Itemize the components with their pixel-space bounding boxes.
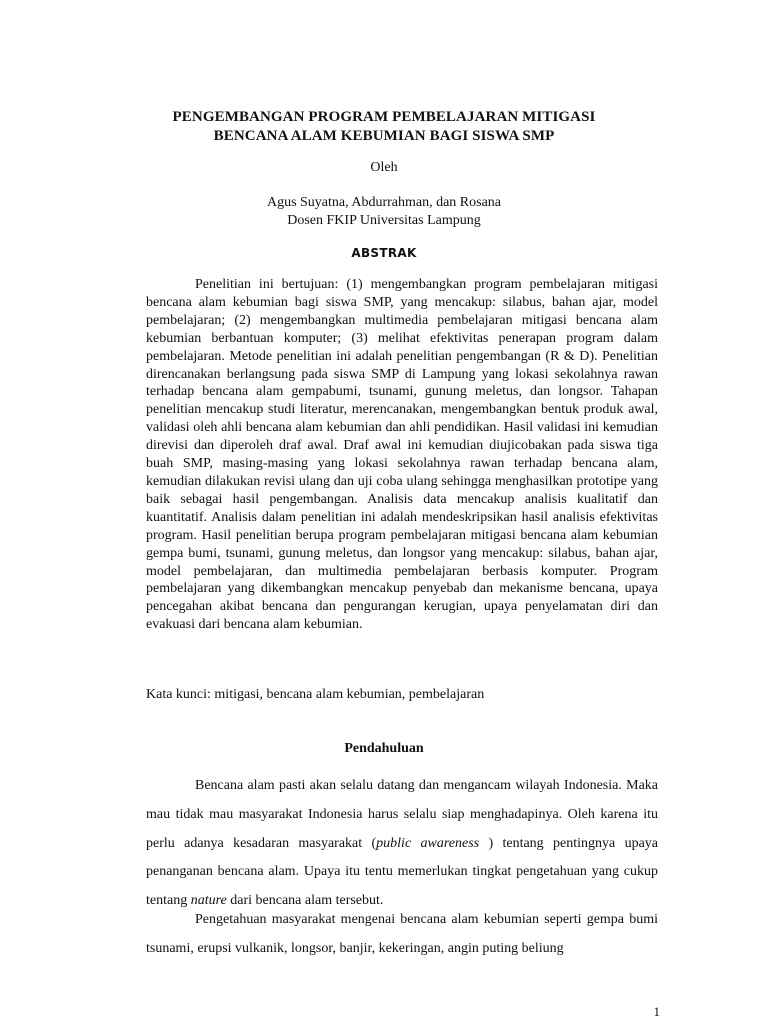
intro-p1-italic-public-awareness: public awareness bbox=[376, 835, 480, 851]
authors: Agus Suyatna, Abdurrahman, dan Rosana bbox=[266, 195, 502, 210]
title-line-2: BENCANA ALAM KEBUMIAN BAGI SISWA SMP bbox=[213, 128, 555, 144]
intro-p1-text-b: ) tentang pentingnya upaya penanganan bencana alam. Upaya itu tentu memerlukan tingkat pengetahuan yang cukup tentang bbox=[146, 835, 658, 909]
paper-title bbox=[110, 108, 658, 146]
abstract-heading: ABSTRAK bbox=[351, 246, 417, 260]
intro-paragraph-1 bbox=[146, 772, 658, 916]
intro-paragraph-2: Pengetahuan masyarakat mengenai bencana alam kebumian seperti gempa bumi tsunami, erupsi vulkanik, longsor, banjir, kekeringan, angin puting beliung bbox=[146, 912, 658, 956]
page-number: 1 bbox=[653, 1004, 660, 1019]
keywords: Kata kunci: mitigasi, bencana alam kebumian, pembelajaran bbox=[146, 687, 485, 702]
section-heading-introduction: Pendahuluan bbox=[344, 741, 424, 756]
intro-p1-text-a: Bencana alam pasti akan selalu datang dan mengancam wilayah Indonesia. Maka mau tidak mau masyarakat Indonesia harus selalu siap menghadapinya. Oleh karena itu perlu adanya kesadaran masyarakat ( bbox=[146, 778, 658, 851]
title-line-1: PENGEMBANGAN PROGRAM PEMBELAJARAN MITIGASI bbox=[172, 109, 596, 125]
affiliation: Dosen FKIP Universitas Lampung bbox=[287, 213, 481, 228]
by-label: Oleh bbox=[370, 160, 398, 175]
abstract-text: Penelitian ini bertujuan: (1) mengembangkan program pembelajaran mitigasi bencana alam kebumian bagi siswa SMP, yang mencakup: silabus, bahan ajar, model pembelajaran; (2) mengembangkan multimedia pembelajaran mitigasi bencana alam kebumian berbantuan komputer; (3) melihat efektivitas penerapan program dalam pembelajaran. Metode penelitian ini adalah penelitian pengembangan (R & D). Penelitian direncanakan berlangsung pada siswa SMP di Lampung yang lokasi sekolahnya rawan terhadap bencana alam gempabumi, tsunami, gunung meletus, dan longsor. Tahapan penelitian mencakup studi literatur, merencanakan, mengembangkan bentuk produk awal, validasi oleh ahli bencana alam kebumian dan ahli pendidikan. Hasil validasi ini kemudian direvisi dan diperoleh draf awal. Draf awal ini kemudian diujicobakan pada siswa tiga buah SMP, masing-masing yang lokasi sekolahnya rawan terhadap bencana alam, kemudian dilakukan revisi ulang dan uji coba ulang sehingga menghasilkan prototipe yang baik sebagai hasil pengembangan. Analisis data mencakup analisis kualitatif dan kuantitatif. Analisis dalam penelitian ini adalah mendeskripsikan hasil analisis efektivitas program. Hasil penelitian berupa program pembelajaran mitigasi bencana alam kebumian gempa bumi, tsunami, gunung meletus, dan longsor yang mencakup: silabus, bahan ajar, model pembelajaran, dan multimedia pembelajaran berbasis komputer. Program pembelajaran yang dikembangkan mencakup penyebab dan mekanisme bencana, upaya pencegahan akibat bencana dan pengurangan kerugian, upaya penyelamatan diri dan evakuasi dari bencana alam kebumian. bbox=[146, 277, 658, 633]
intro-p1-italic-nature: nature bbox=[190, 893, 227, 909]
intro-p1-text-c: dari bencana alam tersebut. bbox=[226, 893, 384, 909]
